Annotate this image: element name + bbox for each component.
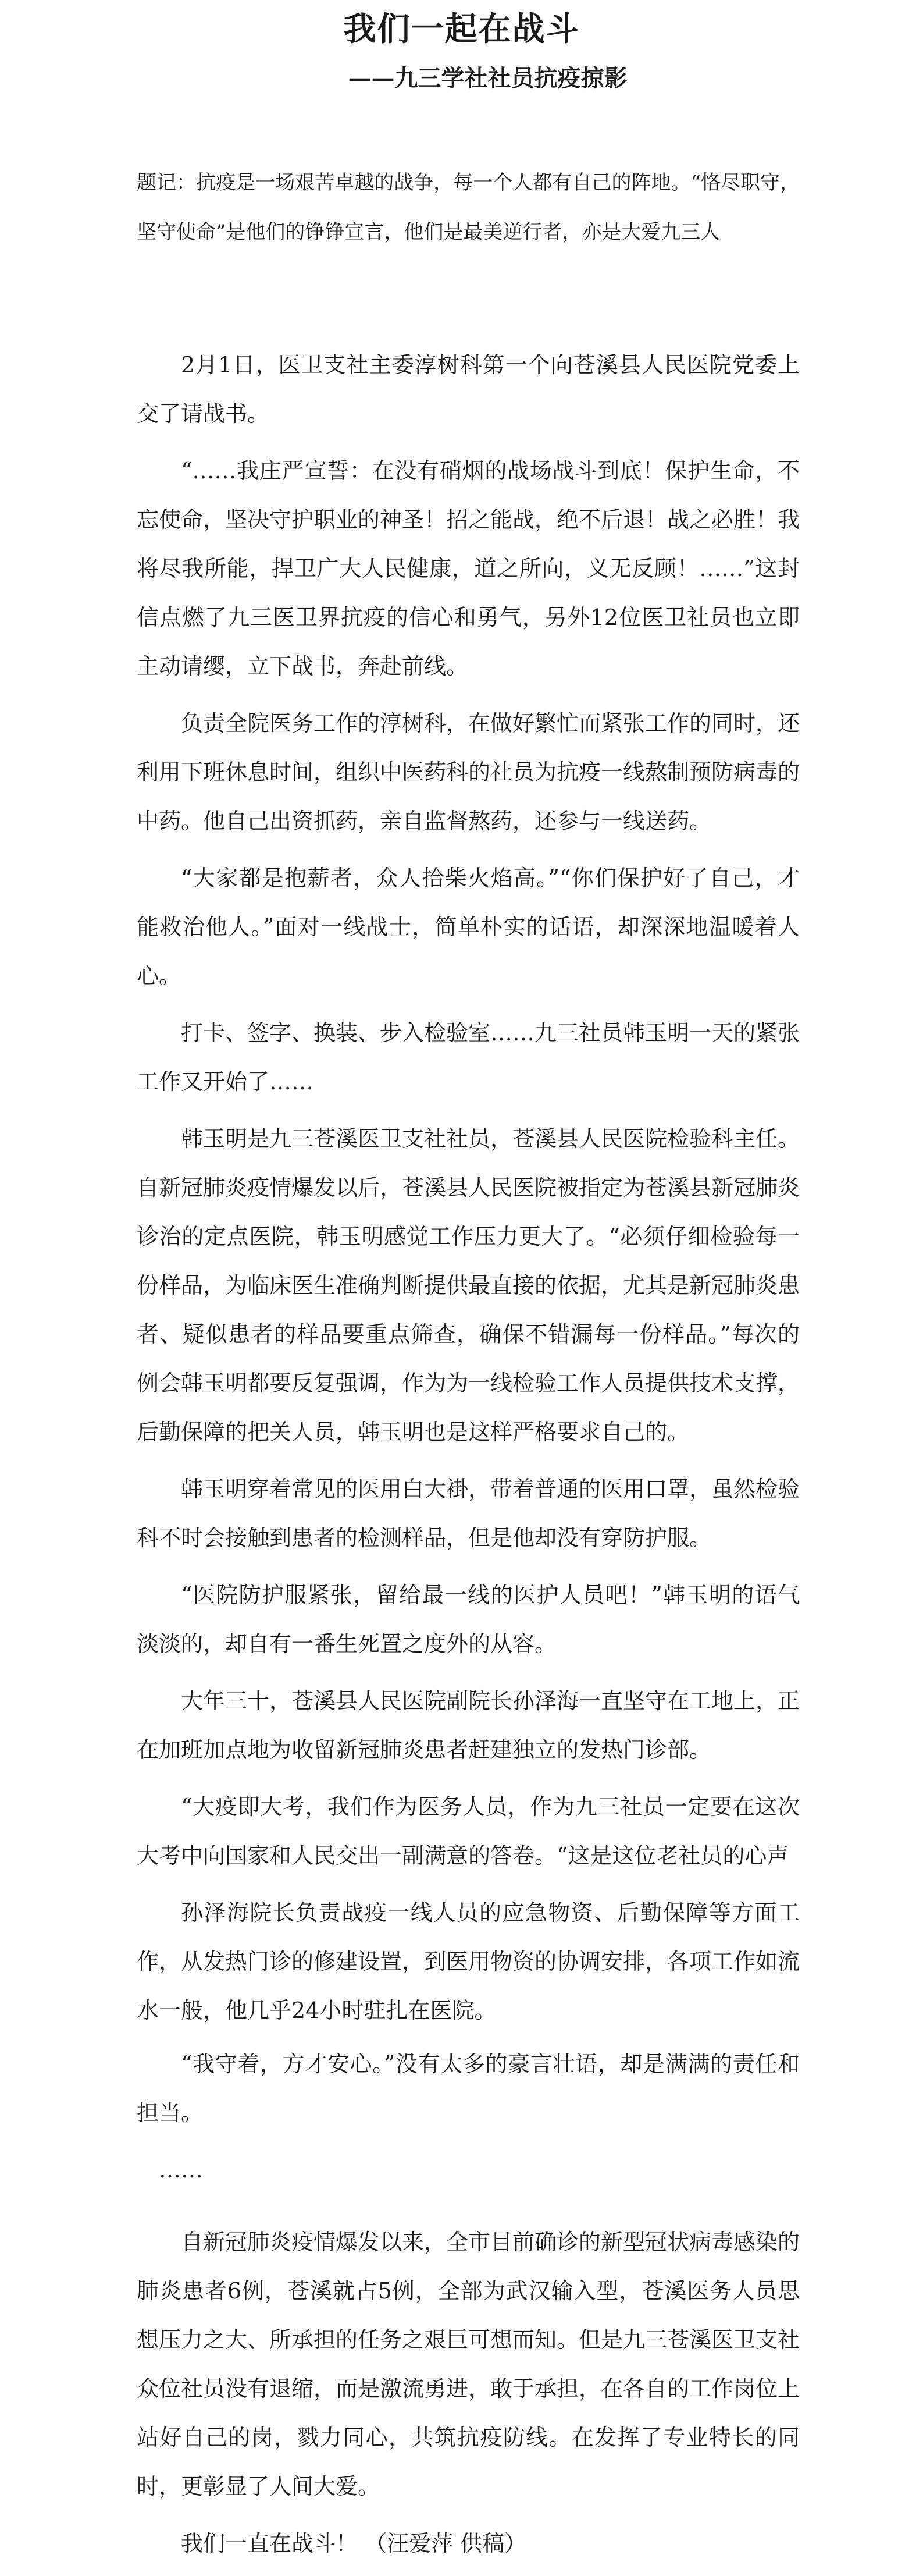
paragraph: 孙泽海院长负责战疫一线人员的应急物资、后勤保障等方面工作，从发热门诊的修建设置，到医用物资的协调安排，各项工作如流水一般，他几乎24小时驻扎在医院。 [137,1900,800,2023]
paragraph: “大家都是抱薪者，众人拾柴火焰高。”“你们保护好了自己，才能救治他人。”面对一线战士，简单朴实的话语，却深深地温暖着人心。 [137,865,800,989]
paragraph: 2月1日，医卫支社主委淳树科第一个向苍溪县人民医院党委上交了请战书。 [137,352,800,427]
paragraph: 自新冠肺炎疫情爆发以来，全市目前确诊的新型冠状病毒感染的肺炎患者6例，苍溪就占5例，全部为武汉输入型，苍溪医务人员思想压力之大、所承担的任务之艰巨可想而知。但是九三苍溪医卫支社众位社员没有退缩，而是激流勇进，敢于承担，在各自的工作岗位上站好自己的岗，戮力同心，共筑抗疫防线。在发挥了专业特长的同时，更彰显了人间大爱。 [137,2229,800,2499]
paragraph: 负责全院医务工作的淳树科，在做好繁忙而紧张工作的同时，还利用下班休息时间，组织中医药科的社员为抗疫一线熬制预防病毒的中药。他自己出资抓药，亲自监督熬药，还参与一线送药。 [137,710,800,834]
closing-line: 我们一直在战斗！ （汪爱萍 供稿） [181,2531,527,2556]
paragraph: “我守着，方才安心。”没有太多的豪言壮语，却是满满的责任和担当。 [137,2051,800,2126]
paragraph-ellipsis: …… [159,2157,203,2183]
paragraph: “医院防护服紧张，留给最一线的医护人员吧！”韩玉明的语气淡淡的，却自有一番生死置之度外的从容。 [137,1582,800,1657]
paragraph: 打卡、签字、换装、步入检验室……九三社员韩玉明一天的紧张工作又开始了…… [137,1020,800,1095]
paragraph: “大疫即大考，我们作为医务人员，作为九三社员一定要在这次大考中向国家和人民交出一副满意的答卷。“这是这位老社员的心声 [137,1794,800,1868]
paragraph: 大年三十，苍溪县人民医院副院长孙泽海一直坚守在工地上，正在加班加点地为收留新冠肺炎患者赶建独立的发热门诊部。 [137,1688,800,1763]
paragraph: 韩玉明是九三苍溪医卫支社社员，苍溪县人民医院检验科主任。自新冠肺炎疫情爆发以后，苍溪县人民医院被指定为苍溪县新冠肺炎诊治的定点医院，韩玉明感觉工作压力更大了。“必须仔细检验每一份样品，为临床医生准确判断提供最直接的依据，尤其是新冠肺炎患者、疑似患者的样品要重点筛查，确保不错漏每一份样品。”每次的例会韩玉明都要反复强调，作为为一线检验工作人员提供技术支撑，后勤保障的把关人员，韩玉明也是这样严格要求自己的。 [137,1126,800,1445]
paragraph: “……我庄严宣誓：在没有硝烟的战场战斗到底！保护生命，不忘使命，坚决守护职业的神圣！招之能战，绝不后退！战之必胜！我将尽我所能，捍卫广大人民健康，道之所向，义无反顾！……”这封信点燃了九三医卫界抗疫的信心和勇气，另外12位医卫社员也立即主动请缨，立下战书，奔赴前线。 [137,458,800,679]
article-body [137,340,800,2576]
article-title: 我们一起在战斗 [343,10,580,48]
article-subtitle: ——九三学社社员抗疫掠影 [348,65,628,92]
article-preface: 题记：抗疫是一场艰苦卓越的战争，每一个人都有自己的阵地。“恪尽职守，坚守使命”是他们的铮铮宣言，他们是最美逆行者，亦是大爱九三人 [137,171,800,244]
paragraph: 韩玉明穿着常见的医用白大褂，带着普通的医用口罩，虽然检验科不时会接触到患者的检测样品，但是他却没有穿防护服。 [137,1476,800,1551]
